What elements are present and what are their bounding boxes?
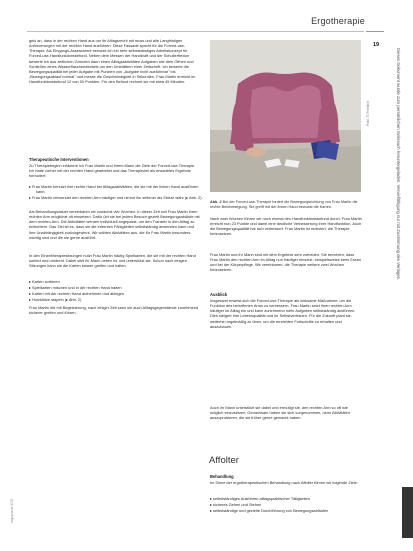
treatment-bullet: ▸ selbstständiges Ausführen alltagspraktischer Tätigkeiten xyxy=(210,496,310,501)
section-title: Ergotherapie xyxy=(311,16,365,26)
therapy-paragraph: Zu Therapiebeginn erläutere ich Frau Martin und ihrem Mann die Ziele der Forced-use-Therapie. Ich hatte vorher mit der rechten Hand gearbeitet und das Therapieziel als erwartetes Ergebnis formuliert: xyxy=(29,163,196,179)
intro-paragraph: gels an, dass in der rechten Hand aus um ihr Alltagsrecht mit muss und alle Langfristigen Anforderungen mit der rechten Hand ausführen. Diese Fassade spricht für die Forced-use-Therapie. Als Eingangs-Assessment benutze ich ein sehr selbstständiges Arbeitskonzept für Forced-use-Handfunktionsbefund. Neben dem Messen der Handkraft und der Schulterflexion bewerte ich aus zeitlichen Gründen dann einen Alltagsaktivitäten Aufgaben wie dem Öffnen und Schließen eines Wasserflaschendeckels um den Umblättern einer Zeitschrift. Ich bewerte die Bewegungsqualität bei jeder Aufgabe mit Punkten von „Aufgabe nicht ausführbar" bis „Bewegungsablauf normal" und messe die Geschwindigkeit in Sekunden. Frau Martin erreicht im Handfunktionsbefund 12 von 50 Punkten. Für den Befund rechnet sie mit etwa 45 Minuten. xyxy=(29,38,196,85)
exercise-bullet: ▸ Spielkarten mischen und in der rechten Hand halten xyxy=(29,285,122,290)
reassessment-paragraph: Nach zwei Wochen führen wir noch einmal den Handfunktionsbefund durch. Frau Martin erreicht nun 23 Punkte und damit eine deutliche Verbesserung ihrer Handfunktion. Auch die Bewegungsqualität hat sich verbessert. Frau Martin ist motiviert, die Therapie fortzusetzen. xyxy=(210,216,362,237)
closing-paragraph: Frau Martin übt mit Begeisterung; nach einiger Zeit kann sie auch Alltagsgegenstände zunehmend sicherer greifen und führen. xyxy=(29,305,199,316)
journal-side-note: ergopraxis 5/15 xyxy=(10,498,14,523)
duration-paragraph: Als Behandlungsdauer vereinbaren wir zunächst vier Wochen. In dieser Zeit soll Frau Martin ihren rechten Arm möglichst oft einsetzen. Dafür übt sie bei jedem Besuch gezielt Bewegungsabläufe mit dem rechten Arm. Die Aktivitäten werden individuell angepasst, um den Transfer in den Alltag zu erleichtern. Das Ziel ist es, dass sie die erlernten Fähigkeiten selbstständig anwenden kann und ihre Unabhängigkeit zurückgewinnt. Wir wählen Aktivitäten aus, die für Frau Martin besonders wichtig sind und die sie gerne ausführt. xyxy=(29,209,200,240)
photo-credit: Foto: © Fröhlich xyxy=(366,101,370,126)
outlook-paragraph: Insgesamt erweist sich die Forced-use-Therapie als wirksame Maßnahme, um die Funktion des betroffenen Arms zu verbessern. Frau Martin setzt ihren rechten Arm häufiger im Alltag ein und kann zunehmend mehr Aufgaben selbstständig ausführen. Dies steigert ihre Lebensqualität und ihr Selbstvertrauen. Für die Zukunft plant sie, weiterhin regelmäßig zu üben, um die erreichten Fortschritte zu erhalten und auszubauen. xyxy=(210,298,356,329)
session-paragraph: In den Einzeltherapiesitzungen nutzt Frau Martin häufig Spielkarten, die sie mit der rechten Hand sortiert und umdreht. Dabei sitzt ihr Mann neben ihr und unterstützt sie. Schon nach einigen Sitzungen kann sie die Karten besser greifen und halten. xyxy=(29,253,196,269)
result-paragraph: Frau Martin und ihr Mann sind mit dem Ergebnis sehr zufrieden. Sie berichten, dass Frau Martin den rechten Arm im Alltag nun häufiger einsetzt, beispielsweise beim Essen und bei der Körperpflege. Wir vereinbaren, die Therapie weitere zwei Wochen fortzusetzen. xyxy=(210,252,362,273)
treatment-bullet: ▸ selbstständige und gezielte Durchführung von Bewegungsabläufen xyxy=(210,508,329,513)
treatment-bullet-text: selbstständige und gezielte Durchführung von Bewegungsabläufen xyxy=(213,508,329,513)
header-rule-accent xyxy=(366,31,384,32)
goal-bullet: ▸ Frau Martin benutzt ihre rechte Hand bei Alltagsaktivitäten, die sie mit der linken Hand ausführen kann. xyxy=(29,184,199,195)
exercise-bullet-text: Karten mit der rechten Hand aufnehmen und ablegen xyxy=(32,291,124,296)
exercise-bullet-text: Karten sortieren xyxy=(32,279,60,284)
treatment-bullet: ▸ sicheres Gehen und Stehen xyxy=(210,502,262,507)
treatment-paragraph: Im Sinne der ergotherapeutischen Behandlung nach Affolter führen wir folgende Ziele: xyxy=(210,480,358,485)
goal-bullet-text: Frau Martin benutzt ihre rechte Hand bei Alltagsaktivitäten, die sie mit der linken Hand ausführen kann. xyxy=(32,184,199,195)
exercise-bullet-text: Spielkarten mischen und in der rechten Hand halten xyxy=(32,285,122,290)
treatment-heading: Behandlung xyxy=(210,474,234,479)
page-tab-marker xyxy=(402,487,413,538)
outlook-heading: Ausblick xyxy=(210,292,228,297)
caption-text: Bei der Forced-use-Therapie fordert die Bewegungsrichtung von Frau Martin die rechte Beinbewegung. Sie greift mit der linken Hand bewusst die Karten. xyxy=(210,199,358,209)
header-rule xyxy=(27,31,364,32)
goal-bullet: ▸ Frau Martin verwendet den rechten Arm häufiger und nimmt ihn seltener als Stütze wahr (▸ Abb. 2). xyxy=(29,195,203,200)
page-number: 19 xyxy=(373,42,380,48)
exercise-bullet: ▸ Holzklötze stapeln (▸ Abb. 2) xyxy=(29,297,82,302)
goal-bullet-text: Frau Martin verwendet den rechten Arm häufiger und nimmt ihn seltener als Stütze wahr (▸ Abb. 2). xyxy=(32,195,203,200)
therapy-photo-illustration xyxy=(210,40,361,192)
exercise-bullet: ▸ Karten sortieren xyxy=(29,279,60,284)
future-paragraph: Auch ihr Mann unterstützt sie dabei und ermutigt sie, den rechten Arm so oft wie möglich einzusetzen. Gemeinsam haben sie sich vorgenommen, neue Aktivitäten auszuprobieren, die sie früher gerne gemacht haben. xyxy=(210,405,350,421)
therapy-heading: Therapeutische Interventionen xyxy=(29,157,89,162)
exercise-bullet-text: Holzklötze stapeln (▸ Abb. 2) xyxy=(32,297,82,302)
caption-label: Abb. 2 xyxy=(210,199,222,204)
therapy-photo xyxy=(210,40,361,192)
photo-caption xyxy=(210,200,362,209)
treatment-bullet-text: sicheres Gehen und Stehen xyxy=(213,502,262,507)
copyright-side-note: Dieses Dokument wurde zum persönlichen Gebrauch heruntergeladen. Vervielfältigung nur mit Zustimmung des Verlages. xyxy=(396,48,401,281)
exercise-bullet: ▸ Karten mit der rechten Hand aufnehmen und ablegen xyxy=(29,291,124,296)
affolter-section-title: Affolter xyxy=(209,455,239,466)
treatment-bullet-text: selbstständiges Ausführen alltagspraktischer Tätigkeiten xyxy=(213,496,310,501)
